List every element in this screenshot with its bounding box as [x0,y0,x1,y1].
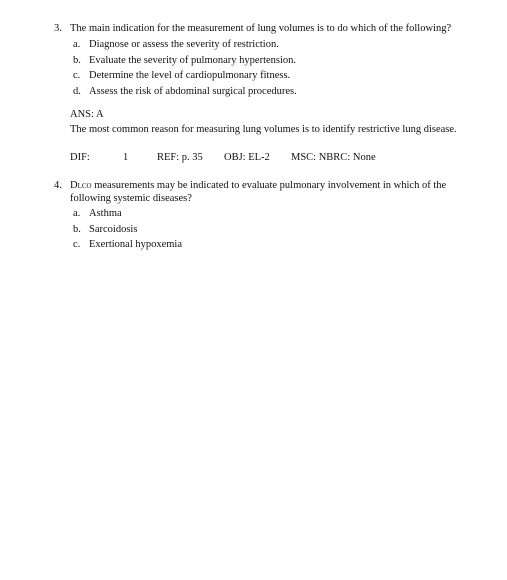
answer-option-a [73,39,279,52]
option-text: Determine the level of cardiopulmonary fitness. [89,70,291,81]
option-text: Evaluate the severity of pulmonary hypertension. [89,55,297,66]
option-letter: c. [73,239,81,250]
question-stem: The main indication for the measurement of lung volumes is to do which of the following? [70,23,452,34]
answer-option-b [73,224,137,237]
ref-value: REF: p. 35 [157,152,203,163]
dif-value: 1 [123,152,129,163]
option-text: Exertional hypoxemia [89,239,183,250]
answer-option-c [73,70,290,83]
option-text: Assess the risk of abdominal surgical procedures. [89,86,297,97]
answer-rationale: The most common reason for measuring lung volumes is to identify restrictive lung disease. [70,124,457,135]
question-stem-text: measurements may be indicated to evaluate pulmonary involvement in which of the [91,180,447,191]
option-letter: b. [73,55,81,66]
option-letter: c. [73,70,81,81]
answer-key: ANS: A [70,109,104,120]
question-stem-line-1 [70,180,446,193]
question-number: 4. [54,180,62,191]
option-letter: a. [73,39,81,50]
answer-option-b [73,55,296,68]
question-number: 3. [54,23,62,34]
answer-option-a [73,208,122,221]
option-letter: b. [73,224,81,235]
answer-option-d [73,86,297,99]
option-letter: d. [73,86,81,97]
dif-label: DIF: [70,152,90,163]
option-text: Asthma [89,208,122,219]
msc-value: MSC: NBRC: None [291,152,376,163]
option-text: Diagnose or assess the severity of restriction. [89,39,279,50]
dlco-abbreviation: Dlco [70,180,92,191]
answer-option-c [73,239,182,252]
option-letter: a. [73,208,81,219]
option-text: Sarcoidosis [89,224,138,235]
obj-value: OBJ: EL-2 [224,152,270,163]
question-stem-line-2: following systemic diseases? [70,193,192,204]
